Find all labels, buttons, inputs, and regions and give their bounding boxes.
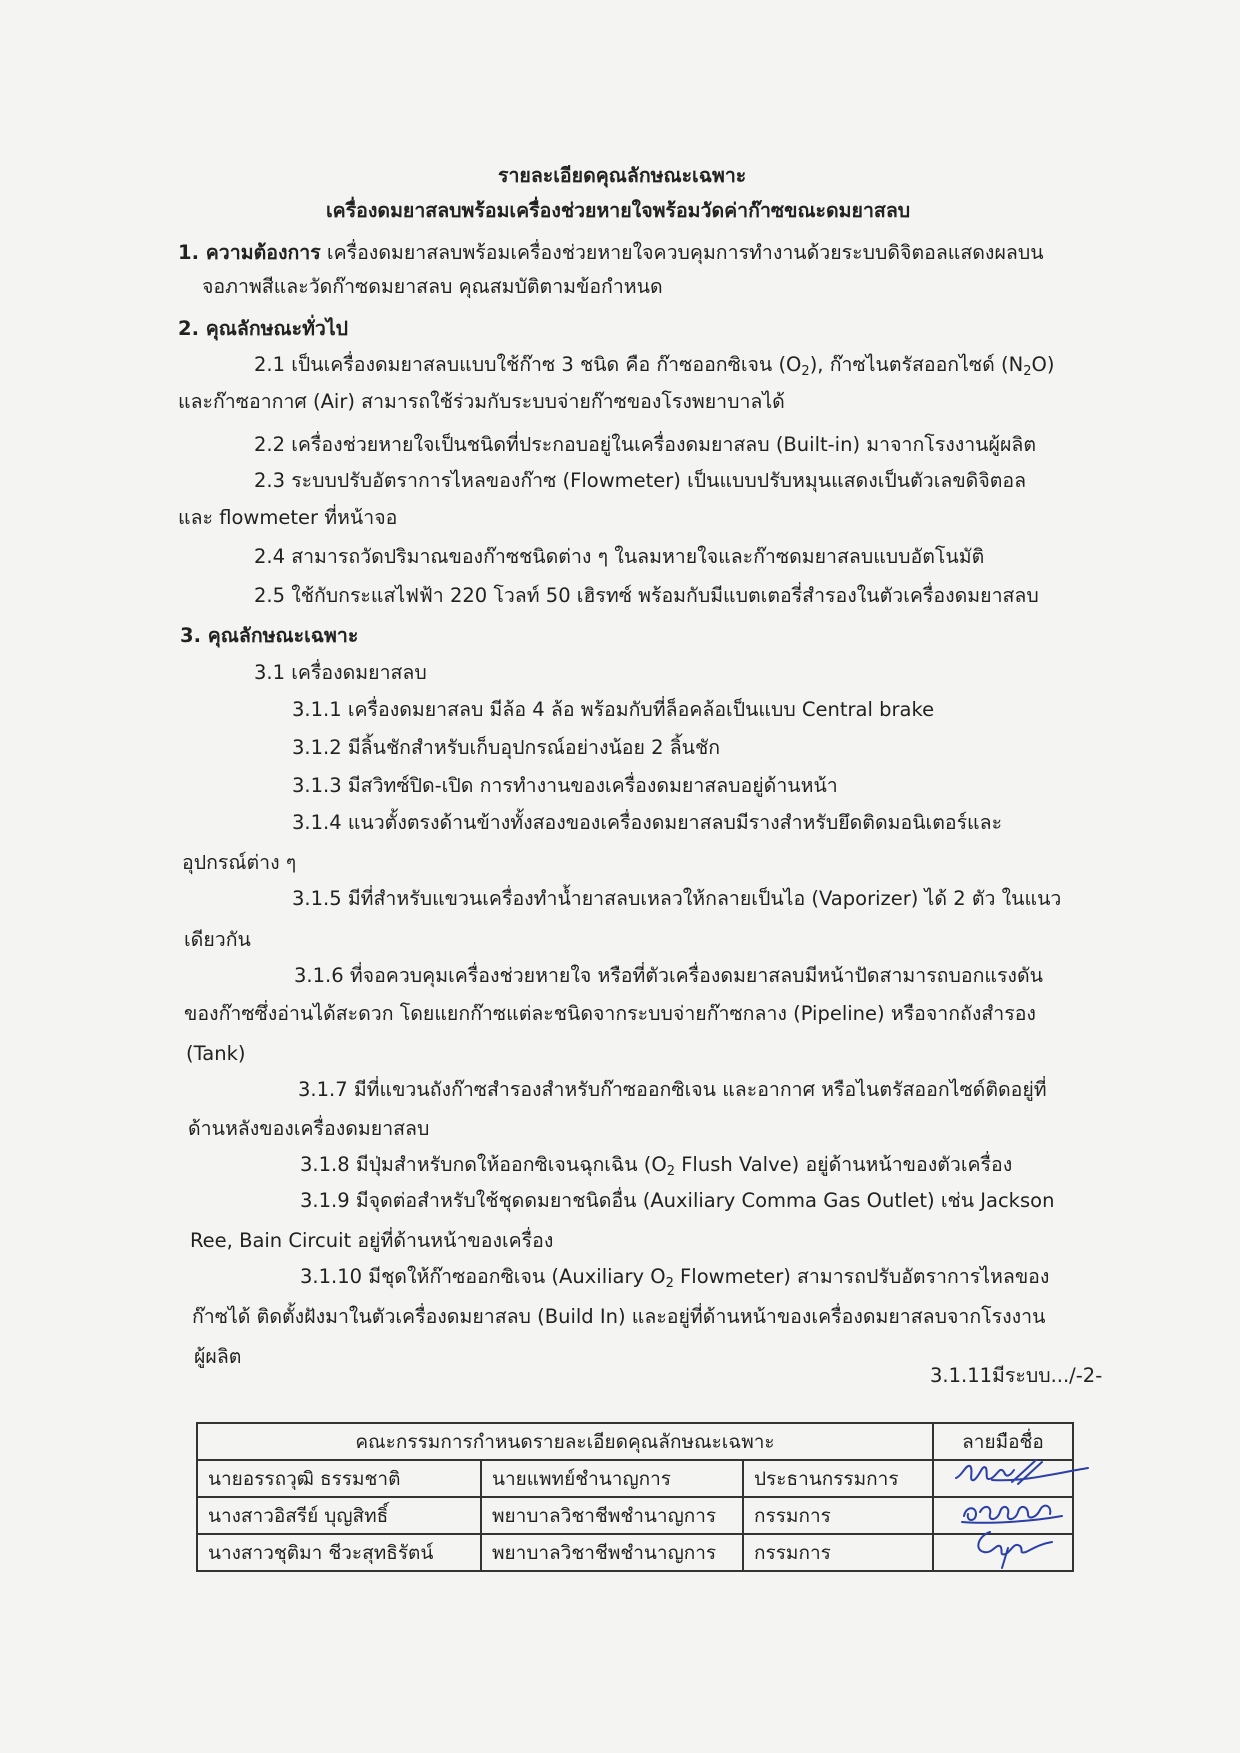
committee-row — [197, 1534, 1073, 1571]
item-3-1-5-line-2: เดียวกัน — [184, 928, 251, 951]
item-2-2: 2.2 เครื่องช่วยหายใจเป็นชนิดที่ประกอบอยู่ในเครื่องดมยาสลบ (Built-in) มาจากโรงงานผู้ผลิต — [254, 433, 1036, 456]
section-1-heading: 1. ความต้องการ — [178, 241, 321, 264]
item-3-1-7-line-2: ด้านหลังของเครื่องดมยาสลบ — [188, 1117, 430, 1140]
section-3-heading: 3. คุณลักษณะเฉพาะ — [180, 624, 359, 647]
item-3-1-10-text-a: 3.1.10 มีชุดให้ก๊าซออกซิเจน (Auxiliary O — [300, 1265, 666, 1288]
item-2-1-text-c: O) — [1031, 353, 1055, 376]
section-2-heading: 2. คุณลักษณะทั่วไป — [178, 317, 349, 340]
signature-3 — [968, 1526, 1058, 1570]
item-3-1: 3.1 เครื่องดมยาสลบ — [254, 661, 427, 684]
item-3-1-9-line-1: 3.1.9 มีจุดต่อสำหรับใช้ชุดดมยาชนิดอื่น (Auxiliary Comma Gas Outlet) เช่น Jackson — [300, 1189, 1055, 1212]
item-3-1-10-text-b: Flowmeter) สามารถปรับอัตราการไหลของ — [673, 1265, 1050, 1288]
item-3-1-1: 3.1.1 เครื่องดมยาสลบ มีล้อ 4 ล้อ พร้อมกับที่ล็อคล้อเป็นแบบ Central brake — [292, 698, 935, 721]
signature-2 — [958, 1496, 1068, 1528]
signature-header: ลายมือชื่อ — [933, 1423, 1073, 1460]
item-3-1-10-line-1 — [300, 1264, 1049, 1297]
subscript-2: 2 — [801, 364, 810, 379]
page-continuation: 3.1.11มีระบบ.../-2- — [930, 1364, 1103, 1387]
item-3-1-4-line-2: อุปกรณ์ต่าง ๆ — [182, 851, 297, 874]
item-2-1-line-2: และก๊าซอากาศ (Air) สามารถใช้ร่วมกับระบบจ่ายก๊าซของโรงพยาบาลได้ — [178, 390, 785, 413]
item-3-1-8-text-b: Flush Valve) อยู่ด้านหน้าของตัวเครื่อง — [675, 1153, 1013, 1176]
section-1-text: เครื่องดมยาสลบพร้อมเครื่องช่วยหายใจควบคุมการทำงานด้วยระบบดิจิตอลแสดงผลบน — [320, 241, 1044, 264]
committee-header-row — [197, 1423, 1073, 1460]
item-2-3-line-2: และ flowmeter ที่หน้าจอ — [178, 506, 398, 529]
member-role: ประธานกรรมการ — [743, 1460, 933, 1497]
document-subtitle: เครื่องดมยาสลบพร้อมเครื่องช่วยหายใจพร้อมวัดค่าก๊าซขณะดมยาสลบ — [326, 199, 911, 222]
section-1-line-1 — [178, 240, 1044, 266]
item-3-1-4-line-1: 3.1.4 แนวตั้งตรงด้านข้างทั้งสองของเครื่องดมยาสลบมีรางสำหรับยึดติดมอนิเตอร์และ — [292, 811, 1003, 834]
item-3-1-9-line-2: Ree, Bain Circuit อยู่ที่ด้านหน้าของเครื่อง — [190, 1229, 554, 1252]
member-position: นายแพทย์ชำนาญการ — [481, 1460, 743, 1497]
section-1-line-2: จอภาพสีและวัดก๊าซดมยาสลบ คุณสมบัติตามข้อกำหนด — [202, 275, 663, 298]
item-3-1-8-text-a: 3.1.8 มีปุ่มสำหรับกดให้ออกซิเจนฉุกเฉิน (O — [300, 1153, 667, 1176]
committee-table — [196, 1422, 1074, 1572]
item-3-1-6-line-1: 3.1.6 ที่จอควบคุมเครื่องช่วยหายใจ หรือที่ตัวเครื่องดมยาสลบมีหน้าปัดสามารถบอกแรงดัน — [294, 964, 1043, 987]
committee-row — [197, 1460, 1073, 1497]
committee-header: คณะกรรมการกำหนดรายละเอียดคุณลักษณะเฉพาะ — [197, 1423, 933, 1460]
committee-row — [197, 1497, 1073, 1534]
item-2-1-line-1 — [254, 352, 1054, 385]
item-2-1-text-a: 2.1 เป็นเครื่องดมยาสลบแบบใช้ก๊าซ 3 ชนิด คือ ก๊าซออกซิเจน (O — [254, 353, 802, 376]
item-3-1-2: 3.1.2 มีลิ้นชักสำหรับเก็บอุปกรณ์อย่างน้อย 2 ลิ้นชัก — [292, 736, 721, 759]
item-3-1-3: 3.1.3 มีสวิทซ์ปิด-เปิด การทำงานของเครื่องดมยาสลบอยู่ด้านหน้า — [292, 774, 838, 797]
item-2-3-line-1: 2.3 ระบบปรับอัตราการไหลของก๊าซ (Flowmeter) เป็นแบบปรับหมุนแสดงเป็นตัวเลขดิจิตอล — [254, 469, 1027, 492]
subscript-2: 2 — [1023, 364, 1032, 379]
item-3-1-6-line-2: ของก๊าซซึ่งอ่านได้สะดวก โดยแยกก๊าซแต่ละชนิดจากระบบจ่ายก๊าซกลาง (Pipeline) หรือจากถังสำรอง — [184, 1002, 1036, 1025]
member-position: พยาบาลวิชาชีพชำนาญการ — [481, 1497, 743, 1534]
item-2-5: 2.5 ใช้กับกระแสไฟฟ้า 220 โวลท์ 50 เฮิรทซ์ พร้อมกับมีแบตเตอรี่สำรองในตัวเครื่องดมยาสลบ — [254, 584, 1039, 607]
member-role: กรรมการ — [743, 1534, 933, 1571]
item-3-1-10-line-2: ก๊าซได้ ติดตั้งฝังมาในตัวเครื่องดมยาสลบ (Build In) และอยู่ที่ด้านหน้าของเครื่องดมยาสลบจากโรงงาน — [192, 1305, 1046, 1328]
member-role: กรรมการ — [743, 1497, 933, 1534]
item-2-1-text-b: ), ก๊าซไนตรัสออกไซด์ (N — [809, 353, 1024, 376]
item-2-4: 2.4 สามารถวัดปริมาณของก๊าซชนิดต่าง ๆ ในลมหายใจและก๊าซดมยาสลบแบบอัตโนมัติ — [254, 545, 985, 568]
document-title: รายละเอียดคุณลักษณะเฉพาะ — [498, 164, 747, 187]
item-3-1-8 — [300, 1152, 1012, 1185]
member-name: นางสาวชุติมา ชีวะสุทธิรัตน์ — [197, 1534, 481, 1571]
member-position: พยาบาลวิชาชีพชำนาญการ — [481, 1534, 743, 1571]
subscript-2: 2 — [666, 1164, 675, 1179]
signature-1 — [952, 1456, 1092, 1490]
member-name: นายอรรถวุฒิ ธรรมชาติ — [197, 1460, 481, 1497]
item-3-1-10-line-3: ผู้ผลิต — [194, 1345, 242, 1368]
subscript-2: 2 — [665, 1276, 674, 1291]
member-name: นางสาวอิสรีย์ บุญสิทธิ์ — [197, 1497, 481, 1534]
item-3-1-5-line-1: 3.1.5 มีที่สำหรับแขวนเครื่องทำน้ำยาสลบเหลวให้กลายเป็นไอ (Vaporizer) ได้ 2 ตัว ในแนว — [292, 887, 1062, 910]
item-3-1-7-line-1: 3.1.7 มีที่แขวนถังก๊าซสำรองสำหรับก๊าซออกซิเจน และอากาศ หรือไนตรัสออกไซด์ติดอยู่ที่ — [298, 1078, 1047, 1101]
item-3-1-6-line-3: (Tank) — [186, 1042, 246, 1065]
